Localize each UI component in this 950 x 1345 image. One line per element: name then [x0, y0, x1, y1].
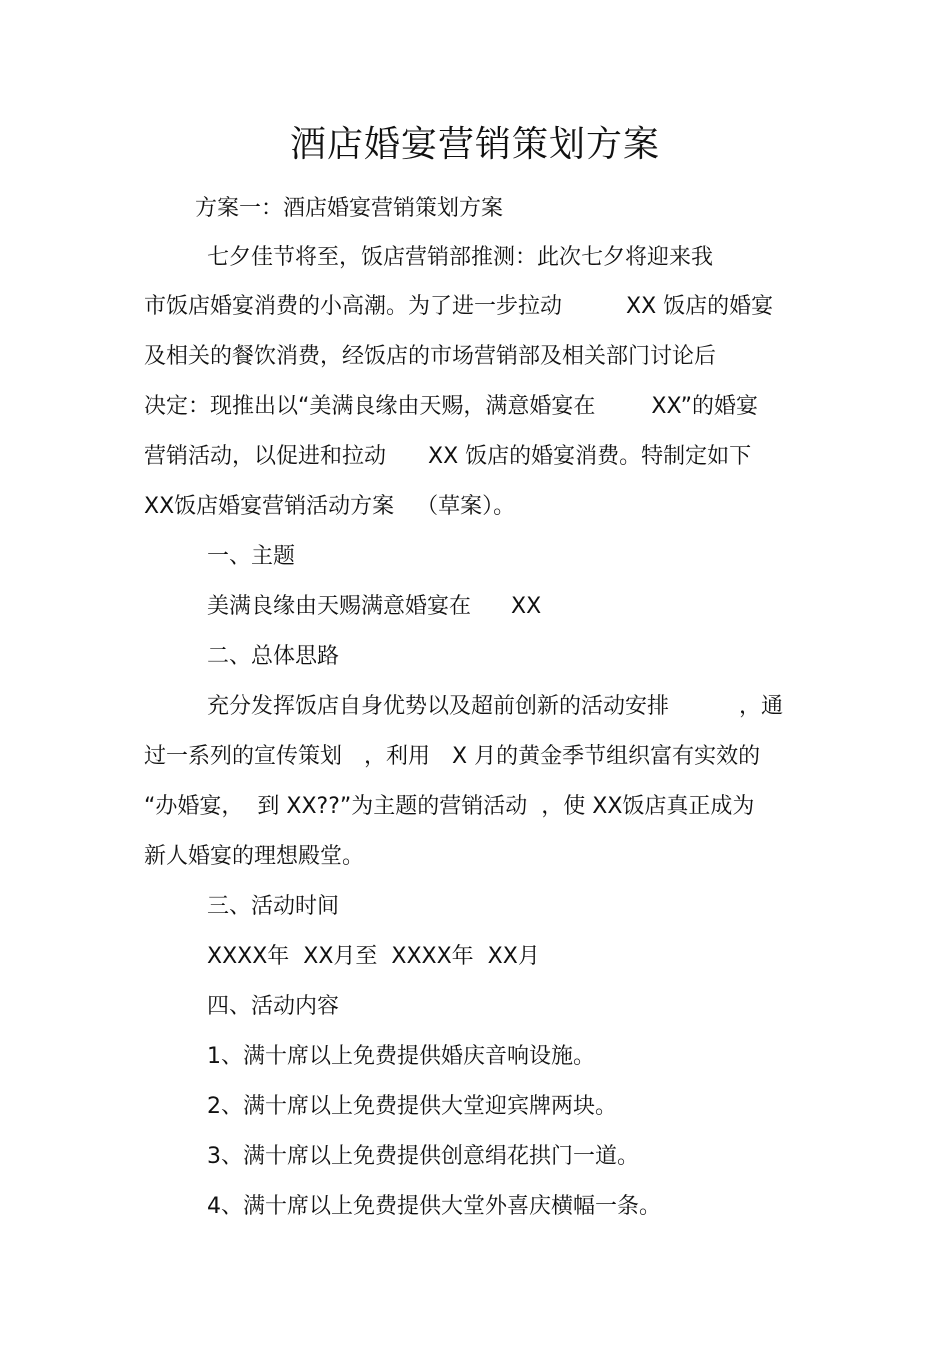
text-fragment: XX 饭店的婚宴消费。特制定如下 — [428, 444, 752, 469]
text-fragment: （草案）。 — [416, 494, 516, 519]
paragraph-line — [144, 792, 754, 822]
text-fragment: 过一系列的宣传策划 — [144, 744, 343, 769]
text-fragment: X 月的黄金季节组织富有实效的 — [452, 744, 761, 769]
text-fragment: XX饭店婚宴营销活动方案 — [144, 494, 395, 519]
text-fragment: ，利用 — [364, 744, 431, 769]
paragraph-line — [144, 292, 773, 322]
text-fragment: 决定：现推出以“美满良缘由天赐，满意婚宴在 — [144, 394, 596, 419]
paragraph-line — [144, 492, 515, 522]
theme-text — [207, 592, 541, 622]
text-fragment: XX — [511, 594, 542, 619]
paragraph-line: 及相关的餐饮消费，经饭店的市场营销部及相关部门讨论后 — [144, 344, 717, 369]
text-fragment: 营销活动，以促进和拉动 — [144, 444, 387, 469]
section-heading-time: 三、活动时间 — [207, 894, 340, 919]
list-item: 4、满十席以上免费提供大堂外喜庆横幅一条。 — [207, 1194, 661, 1219]
list-item: 3、满十席以上免费提供创意绢花拱门一道。 — [207, 1144, 639, 1169]
paragraph-line: 新人婚宴的理想殿堂。 — [144, 844, 365, 869]
paragraph-line — [144, 392, 758, 422]
text-fragment: XX”的婚宴 — [651, 394, 759, 419]
activity-time-text: XXXX年 XX月至 XXXX年 XX月 — [207, 944, 540, 969]
text-fragment: XX 饭店的婚宴 — [626, 294, 774, 319]
section-heading-idea: 二、总体思路 — [207, 644, 340, 669]
section-heading-content: 四、活动内容 — [207, 994, 340, 1019]
text-fragment: 市饭店婚宴消费的小高潮。为了进一步拉动 — [144, 294, 563, 319]
paragraph-line — [144, 442, 751, 472]
section-heading-theme: 一、主题 — [207, 544, 296, 569]
paragraph-line — [207, 692, 783, 722]
text-fragment: 充分发挥饭店自身优势以及超前创新的活动安排 — [207, 694, 670, 719]
text-fragment: 美满良缘由天赐满意婚宴在 — [207, 594, 472, 619]
text-fragment: ，通 — [739, 694, 784, 719]
paragraph-line — [144, 742, 760, 772]
paragraph-line: 七夕佳节将至，饭店营销部推测：此次七夕将迎来我 — [207, 245, 714, 270]
list-item: 1、满十席以上免费提供婚庆音响设施。 — [207, 1044, 595, 1069]
text-fragment: 到 XX??”为主题的营销活动 — [257, 794, 528, 819]
document-title: 酒店婚宴营销策划方案 — [289, 124, 660, 165]
text-fragment: “办婚宴， — [144, 794, 244, 819]
text-fragment: ，使 XX饭店真正成为 — [541, 794, 755, 819]
list-item: 2、满十席以上免费提供大堂迎宾牌两块。 — [207, 1094, 617, 1119]
document-subtitle: 方案一：酒店婚宴营销策划方案 — [195, 196, 504, 221]
